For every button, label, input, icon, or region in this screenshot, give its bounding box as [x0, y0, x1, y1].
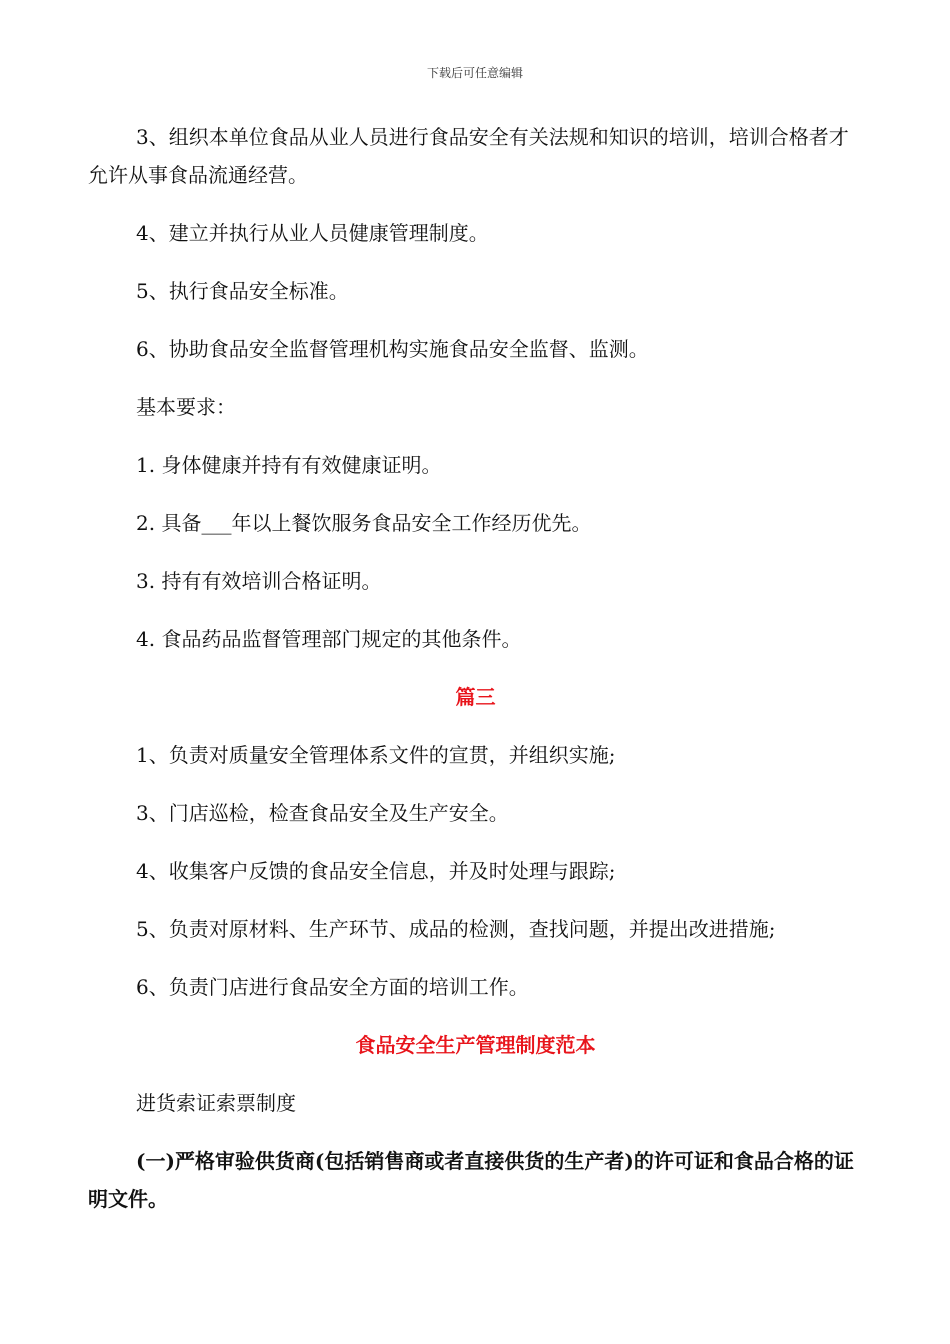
paragraph: 4、建立并执行从业人员健康管理制度。: [136, 221, 489, 245]
section-heading: 篇三: [455, 685, 496, 709]
list-item: 1. 身体健康并持有有效健康证明。: [136, 453, 442, 477]
list-item: 4、收集客户反馈的食品安全信息，并及时处理与跟踪;: [136, 859, 616, 883]
page-header: 下载后可任意编辑: [426, 66, 523, 80]
paragraph: 5、执行食品安全标准。: [136, 279, 349, 303]
paragraph: 3、组织本单位食品从业人员进行食品安全有关法规和知识的培训，培训合格者才允许从事食品流通经营。: [88, 125, 849, 187]
list-item: 3. 持有有效培训合格证明。: [136, 569, 382, 593]
list-item: 3、门店巡检，检查食品安全及生产安全。: [136, 801, 509, 825]
list-item: 4. 食品药品监督管理部门规定的其他条件。: [136, 627, 522, 651]
paragraph: 6、协助食品安全监督管理机构实施食品安全监督、监测。: [136, 337, 649, 361]
paragraph: 进货索证索票制度: [136, 1091, 296, 1115]
list-item: 6、负责门店进行食品安全方面的培训工作。: [136, 975, 529, 999]
list-item: 5、负责对原材料、生产环节、成品的检测，查找问题，并提出改进措施;: [136, 917, 776, 941]
list-item: 2. 具备___年以上餐饮服务食品安全工作经历优先。: [136, 511, 592, 535]
list-item: 1、负责对质量安全管理体系文件的宣贯，并组织实施;: [136, 743, 616, 767]
document-body: [88, 118, 863, 1218]
bold-paragraph: (一)严格审验供货商(包括销售商或者直接供货的生产者)的许可证和食品合格的证明文件。: [88, 1149, 854, 1211]
paragraph: 基本要求：: [136, 395, 236, 419]
section-heading: 食品安全生产管理制度范本: [355, 1033, 596, 1057]
